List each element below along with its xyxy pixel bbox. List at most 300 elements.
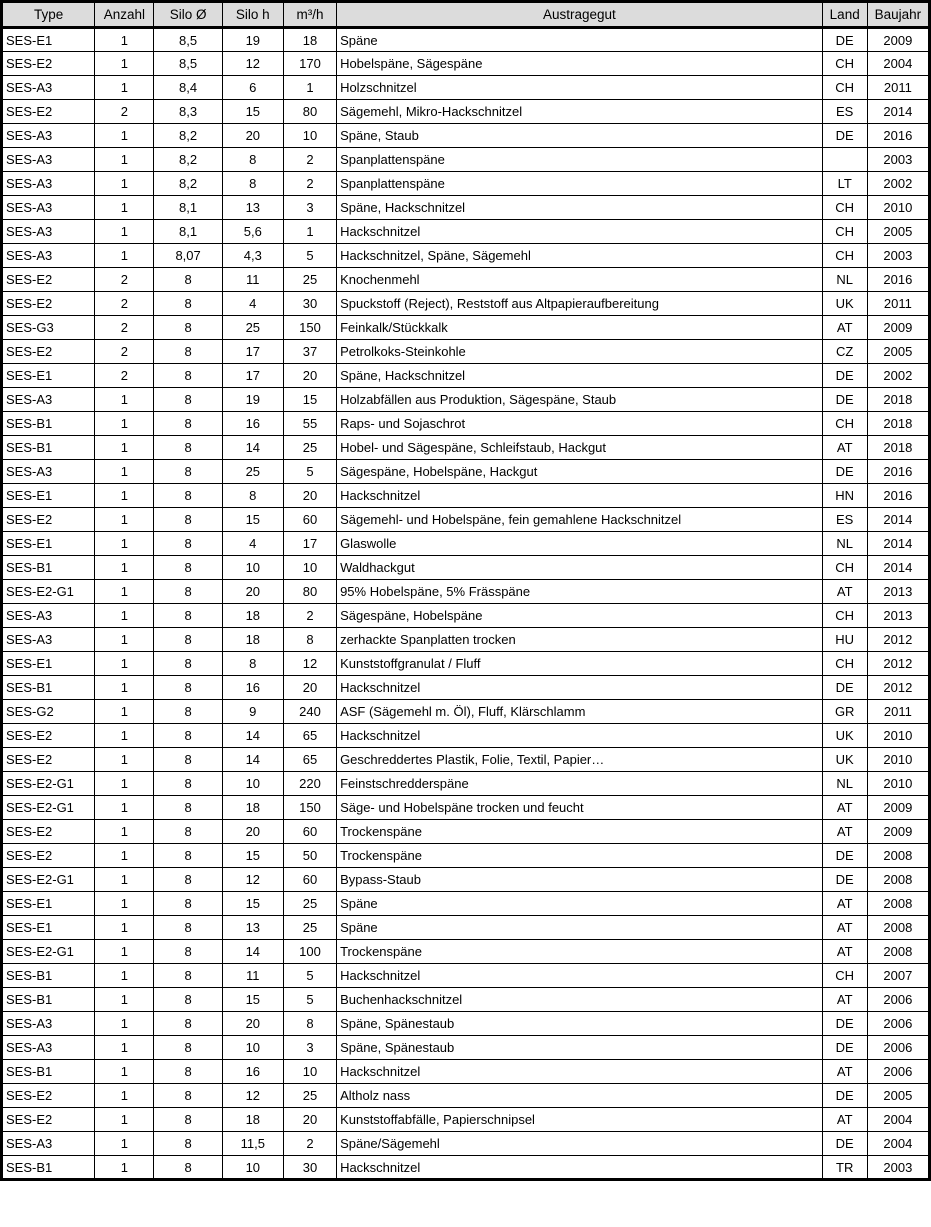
table-row xyxy=(2,28,930,52)
cell-baujahr: 2016 xyxy=(867,460,929,484)
cell-silo_h: 8 xyxy=(222,484,283,508)
cell-silo_h: 12 xyxy=(222,868,283,892)
cell-type: SES-E2 xyxy=(2,820,95,844)
cell-austragegut: Späne xyxy=(337,892,823,916)
cell-silo_h: 25 xyxy=(222,316,283,340)
cell-silo_h: 10 xyxy=(222,1036,283,1060)
table-row xyxy=(2,460,930,484)
cell-austragegut: Kunststoffgranulat / Fluff xyxy=(337,652,823,676)
cell-m3h: 18 xyxy=(283,28,336,52)
cell-type: SES-A3 xyxy=(2,76,95,100)
cell-anzahl: 1 xyxy=(95,172,154,196)
cell-baujahr: 2002 xyxy=(867,364,929,388)
cell-silo_h: 4,3 xyxy=(222,244,283,268)
cell-anzahl: 1 xyxy=(95,820,154,844)
cell-type: SES-A3 xyxy=(2,388,95,412)
table-row xyxy=(2,1084,930,1108)
table-row xyxy=(2,1036,930,1060)
header-cell-silo_h: Silo h xyxy=(222,2,283,28)
table-row xyxy=(2,796,930,820)
cell-silo_h: 18 xyxy=(222,604,283,628)
cell-land: DE xyxy=(822,364,867,388)
cell-silo_h: 10 xyxy=(222,556,283,580)
cell-austragegut: Sägemehl, Mikro-Hackschnitzel xyxy=(337,100,823,124)
cell-anzahl: 1 xyxy=(95,1012,154,1036)
cell-type: SES-E2-G1 xyxy=(2,868,95,892)
cell-m3h: 50 xyxy=(283,844,336,868)
cell-anzahl: 1 xyxy=(95,460,154,484)
cell-baujahr: 2003 xyxy=(867,1156,929,1180)
cell-m3h: 25 xyxy=(283,916,336,940)
cell-silo_d: 8 xyxy=(154,796,222,820)
cell-silo_d: 8 xyxy=(154,1012,222,1036)
cell-baujahr: 2016 xyxy=(867,124,929,148)
cell-austragegut: Bypass-Staub xyxy=(337,868,823,892)
cell-silo_h: 4 xyxy=(222,292,283,316)
cell-silo_h: 13 xyxy=(222,916,283,940)
cell-silo_d: 8 xyxy=(154,772,222,796)
cell-m3h: 100 xyxy=(283,940,336,964)
cell-m3h: 3 xyxy=(283,1036,336,1060)
cell-type: SES-E2 xyxy=(2,340,95,364)
cell-m3h: 2 xyxy=(283,172,336,196)
cell-silo_h: 15 xyxy=(222,844,283,868)
table-header xyxy=(2,2,930,28)
header-cell-type: Type xyxy=(2,2,95,28)
cell-silo_d: 8 xyxy=(154,868,222,892)
cell-baujahr: 2011 xyxy=(867,292,929,316)
cell-austragegut: 95% Hobelspäne, 5% Frässpäne xyxy=(337,580,823,604)
cell-silo_h: 10 xyxy=(222,1156,283,1180)
cell-silo_h: 16 xyxy=(222,676,283,700)
cell-type: SES-E2 xyxy=(2,1084,95,1108)
cell-m3h: 60 xyxy=(283,868,336,892)
cell-land: UK xyxy=(822,724,867,748)
cell-anzahl: 1 xyxy=(95,1036,154,1060)
cell-type: SES-E2 xyxy=(2,724,95,748)
table-row xyxy=(2,1132,930,1156)
cell-land: AT xyxy=(822,316,867,340)
cell-baujahr: 2010 xyxy=(867,748,929,772)
cell-silo_h: 15 xyxy=(222,892,283,916)
header-cell-baujahr: Baujahr xyxy=(867,2,929,28)
cell-silo_d: 8 xyxy=(154,412,222,436)
cell-austragegut: Spanplattenspäne xyxy=(337,148,823,172)
cell-anzahl: 1 xyxy=(95,796,154,820)
cell-baujahr: 2004 xyxy=(867,1132,929,1156)
cell-type: SES-E1 xyxy=(2,652,95,676)
cell-anzahl: 1 xyxy=(95,652,154,676)
cell-m3h: 80 xyxy=(283,100,336,124)
cell-silo_h: 14 xyxy=(222,940,283,964)
cell-anzahl: 2 xyxy=(95,364,154,388)
table-row xyxy=(2,652,930,676)
cell-land: DE xyxy=(822,1132,867,1156)
cell-austragegut: Hackschnitzel xyxy=(337,724,823,748)
cell-anzahl: 1 xyxy=(95,604,154,628)
cell-type: SES-B1 xyxy=(2,676,95,700)
table-row xyxy=(2,292,930,316)
cell-type: SES-B1 xyxy=(2,1156,95,1180)
cell-silo_h: 20 xyxy=(222,1012,283,1036)
table-row xyxy=(2,508,930,532)
cell-land: CH xyxy=(822,556,867,580)
table-row xyxy=(2,892,930,916)
cell-type: SES-B1 xyxy=(2,1060,95,1084)
cell-m3h: 20 xyxy=(283,1108,336,1132)
cell-baujahr: 2009 xyxy=(867,28,929,52)
cell-austragegut: Kunststoffabfälle, Papierschnipsel xyxy=(337,1108,823,1132)
cell-type: SES-E2 xyxy=(2,292,95,316)
cell-baujahr: 2008 xyxy=(867,844,929,868)
cell-land: GR xyxy=(822,700,867,724)
cell-anzahl: 1 xyxy=(95,1156,154,1180)
cell-land: AT xyxy=(822,916,867,940)
cell-silo_h: 14 xyxy=(222,436,283,460)
cell-baujahr: 2012 xyxy=(867,628,929,652)
cell-land: TR xyxy=(822,1156,867,1180)
cell-type: SES-E1 xyxy=(2,484,95,508)
cell-anzahl: 1 xyxy=(95,724,154,748)
cell-anzahl: 1 xyxy=(95,436,154,460)
cell-austragegut: Hackschnitzel xyxy=(337,676,823,700)
table-header-row xyxy=(2,2,930,28)
table-row xyxy=(2,844,930,868)
table-row xyxy=(2,556,930,580)
cell-m3h: 20 xyxy=(283,676,336,700)
cell-anzahl: 1 xyxy=(95,844,154,868)
cell-silo_d: 8 xyxy=(154,652,222,676)
cell-silo_d: 8,2 xyxy=(154,172,222,196)
cell-type: SES-A3 xyxy=(2,124,95,148)
cell-baujahr: 2009 xyxy=(867,316,929,340)
cell-type: SES-A3 xyxy=(2,148,95,172)
cell-baujahr: 2018 xyxy=(867,412,929,436)
cell-type: SES-G3 xyxy=(2,316,95,340)
table-row xyxy=(2,916,930,940)
table-row xyxy=(2,316,930,340)
cell-silo_d: 8 xyxy=(154,748,222,772)
cell-land: AT xyxy=(822,940,867,964)
table-row xyxy=(2,52,930,76)
cell-anzahl: 2 xyxy=(95,316,154,340)
cell-anzahl: 1 xyxy=(95,748,154,772)
cell-anzahl: 1 xyxy=(95,28,154,52)
cell-austragegut: Hackschnitzel xyxy=(337,1060,823,1084)
cell-m3h: 10 xyxy=(283,1060,336,1084)
table-row xyxy=(2,988,930,1012)
cell-silo_d: 8 xyxy=(154,916,222,940)
cell-baujahr: 2010 xyxy=(867,772,929,796)
cell-anzahl: 1 xyxy=(95,220,154,244)
cell-type: SES-E1 xyxy=(2,916,95,940)
cell-silo_d: 8 xyxy=(154,388,222,412)
cell-silo_d: 8,2 xyxy=(154,148,222,172)
cell-type: SES-A3 xyxy=(2,196,95,220)
cell-silo_h: 16 xyxy=(222,1060,283,1084)
cell-silo_d: 8,1 xyxy=(154,196,222,220)
cell-silo_h: 20 xyxy=(222,820,283,844)
cell-land: AT xyxy=(822,436,867,460)
cell-silo_d: 8 xyxy=(154,940,222,964)
cell-anzahl: 1 xyxy=(95,484,154,508)
cell-anzahl: 2 xyxy=(95,340,154,364)
cell-silo_h: 17 xyxy=(222,364,283,388)
cell-austragegut: Holzabfällen aus Produktion, Sägespäne, Staub xyxy=(337,388,823,412)
cell-baujahr: 2008 xyxy=(867,916,929,940)
cell-silo_d: 8 xyxy=(154,988,222,1012)
cell-anzahl: 1 xyxy=(95,940,154,964)
cell-austragegut: Späne, Spänestaub xyxy=(337,1012,823,1036)
cell-silo_h: 18 xyxy=(222,796,283,820)
table-row xyxy=(2,1156,930,1180)
cell-land: CH xyxy=(822,76,867,100)
cell-anzahl: 1 xyxy=(95,124,154,148)
cell-baujahr: 2014 xyxy=(867,508,929,532)
cell-silo_d: 8 xyxy=(154,1036,222,1060)
cell-type: SES-A3 xyxy=(2,220,95,244)
header-cell-m3h: m³/h xyxy=(283,2,336,28)
cell-type: SES-E2-G1 xyxy=(2,580,95,604)
cell-land: UK xyxy=(822,748,867,772)
table-row xyxy=(2,604,930,628)
cell-land: DE xyxy=(822,460,867,484)
cell-type: SES-E1 xyxy=(2,364,95,388)
cell-land: DE xyxy=(822,124,867,148)
cell-m3h: 55 xyxy=(283,412,336,436)
cell-austragegut: Buchenhackschnitzel xyxy=(337,988,823,1012)
cell-silo_d: 8 xyxy=(154,628,222,652)
cell-land: AT xyxy=(822,796,867,820)
cell-anzahl: 1 xyxy=(95,556,154,580)
cell-m3h: 30 xyxy=(283,1156,336,1180)
cell-baujahr: 2010 xyxy=(867,196,929,220)
cell-austragegut: Sägespäne, Hobelspäne, Hackgut xyxy=(337,460,823,484)
cell-austragegut: Geschreddertes Plastik, Folie, Textil, Papier… xyxy=(337,748,823,772)
cell-m3h: 25 xyxy=(283,268,336,292)
cell-austragegut: Späne, Staub xyxy=(337,124,823,148)
cell-austragegut: Späne, Hackschnitzel xyxy=(337,364,823,388)
cell-baujahr: 2008 xyxy=(867,868,929,892)
cell-land: DE xyxy=(822,1036,867,1060)
cell-m3h: 3 xyxy=(283,196,336,220)
cell-m3h: 80 xyxy=(283,580,336,604)
cell-silo_d: 8 xyxy=(154,364,222,388)
cell-silo_d: 8 xyxy=(154,580,222,604)
cell-type: SES-B1 xyxy=(2,556,95,580)
table-row xyxy=(2,628,930,652)
cell-type: SES-E2 xyxy=(2,748,95,772)
cell-silo_h: 6 xyxy=(222,76,283,100)
cell-land: DE xyxy=(822,1012,867,1036)
table-row xyxy=(2,532,930,556)
cell-silo_h: 5,6 xyxy=(222,220,283,244)
cell-austragegut: Hobelspäne, Sägespäne xyxy=(337,52,823,76)
cell-m3h: 1 xyxy=(283,220,336,244)
cell-m3h: 25 xyxy=(283,1084,336,1108)
cell-type: SES-E2-G1 xyxy=(2,796,95,820)
table-row xyxy=(2,1060,930,1084)
cell-land: AT xyxy=(822,820,867,844)
cell-silo_h: 18 xyxy=(222,1108,283,1132)
cell-silo_d: 8 xyxy=(154,892,222,916)
table-row xyxy=(2,1108,930,1132)
header-cell-silo_d: Silo Ø xyxy=(154,2,222,28)
cell-baujahr: 2014 xyxy=(867,556,929,580)
table-row xyxy=(2,148,930,172)
cell-silo_d: 8 xyxy=(154,604,222,628)
cell-austragegut: Spanplattenspäne xyxy=(337,172,823,196)
table-row xyxy=(2,580,930,604)
cell-baujahr: 2006 xyxy=(867,1012,929,1036)
cell-m3h: 1 xyxy=(283,76,336,100)
cell-land: CH xyxy=(822,220,867,244)
cell-m3h: 25 xyxy=(283,892,336,916)
table-row xyxy=(2,964,930,988)
cell-silo_d: 8 xyxy=(154,484,222,508)
cell-baujahr: 2018 xyxy=(867,436,929,460)
cell-land: CZ xyxy=(822,340,867,364)
cell-austragegut: Trockenspäne xyxy=(337,820,823,844)
cell-land: HN xyxy=(822,484,867,508)
cell-anzahl: 1 xyxy=(95,76,154,100)
cell-silo_h: 11 xyxy=(222,268,283,292)
cell-m3h: 65 xyxy=(283,748,336,772)
table-body xyxy=(2,28,930,1180)
cell-silo_d: 8,2 xyxy=(154,124,222,148)
cell-anzahl: 1 xyxy=(95,676,154,700)
cell-type: SES-E2 xyxy=(2,844,95,868)
cell-land: HU xyxy=(822,628,867,652)
cell-baujahr: 2014 xyxy=(867,532,929,556)
cell-austragegut: Späne/Sägemehl xyxy=(337,1132,823,1156)
cell-land: DE xyxy=(822,28,867,52)
cell-type: SES-E2-G1 xyxy=(2,772,95,796)
cell-silo_h: 20 xyxy=(222,124,283,148)
cell-m3h: 150 xyxy=(283,316,336,340)
cell-type: SES-B1 xyxy=(2,412,95,436)
table-row xyxy=(2,484,930,508)
cell-land: NL xyxy=(822,772,867,796)
cell-baujahr: 2007 xyxy=(867,964,929,988)
table-row xyxy=(2,196,930,220)
cell-land: CH xyxy=(822,244,867,268)
cell-baujahr: 2006 xyxy=(867,988,929,1012)
cell-land: ES xyxy=(822,508,867,532)
cell-baujahr: 2009 xyxy=(867,796,929,820)
cell-silo_d: 8 xyxy=(154,964,222,988)
cell-baujahr: 2003 xyxy=(867,244,929,268)
cell-land xyxy=(822,148,867,172)
header-cell-austragegut: Austragegut xyxy=(337,2,823,28)
cell-m3h: 60 xyxy=(283,508,336,532)
cell-silo_h: 10 xyxy=(222,772,283,796)
cell-type: SES-A3 xyxy=(2,244,95,268)
cell-silo_h: 25 xyxy=(222,460,283,484)
cell-silo_h: 14 xyxy=(222,748,283,772)
cell-m3h: 240 xyxy=(283,700,336,724)
cell-land: CH xyxy=(822,604,867,628)
cell-type: SES-E2-G1 xyxy=(2,940,95,964)
cell-anzahl: 1 xyxy=(95,388,154,412)
cell-baujahr: 2016 xyxy=(867,484,929,508)
cell-m3h: 20 xyxy=(283,364,336,388)
cell-silo_h: 8 xyxy=(222,652,283,676)
cell-austragegut: Sägemehl- und Hobelspäne, fein gemahlene Hackschnitzel xyxy=(337,508,823,532)
cell-land: UK xyxy=(822,292,867,316)
cell-austragegut: Holzschnitzel xyxy=(337,76,823,100)
table-row xyxy=(2,724,930,748)
table-row xyxy=(2,100,930,124)
cell-austragegut: Spuckstoff (Reject), Reststoff aus Altpapieraufbereitung xyxy=(337,292,823,316)
cell-austragegut: Sägespäne, Hobelspäne xyxy=(337,604,823,628)
cell-silo_d: 8 xyxy=(154,820,222,844)
cell-anzahl: 1 xyxy=(95,1060,154,1084)
cell-silo_h: 8 xyxy=(222,148,283,172)
cell-anzahl: 1 xyxy=(95,508,154,532)
cell-baujahr: 2005 xyxy=(867,1084,929,1108)
cell-anzahl: 1 xyxy=(95,244,154,268)
cell-anzahl: 1 xyxy=(95,628,154,652)
cell-austragegut: Feinkalk/Stückkalk xyxy=(337,316,823,340)
cell-silo_d: 8 xyxy=(154,556,222,580)
cell-austragegut: Hackschnitzel xyxy=(337,964,823,988)
cell-anzahl: 1 xyxy=(95,148,154,172)
cell-m3h: 5 xyxy=(283,460,336,484)
cell-baujahr: 2014 xyxy=(867,100,929,124)
table-row xyxy=(2,1012,930,1036)
cell-austragegut: Späne, Hackschnitzel xyxy=(337,196,823,220)
cell-baujahr: 2012 xyxy=(867,676,929,700)
cell-austragegut: Hobel- und Sägespäne, Schleifstaub, Hackgut xyxy=(337,436,823,460)
cell-land: NL xyxy=(822,532,867,556)
cell-land: CH xyxy=(822,964,867,988)
cell-anzahl: 1 xyxy=(95,772,154,796)
cell-land: LT xyxy=(822,172,867,196)
table-row xyxy=(2,76,930,100)
cell-anzahl: 1 xyxy=(95,412,154,436)
table-row xyxy=(2,868,930,892)
cell-anzahl: 1 xyxy=(95,916,154,940)
table-row xyxy=(2,220,930,244)
cell-type: SES-B1 xyxy=(2,988,95,1012)
cell-anzahl: 1 xyxy=(95,700,154,724)
cell-baujahr: 2013 xyxy=(867,604,929,628)
cell-silo_d: 8 xyxy=(154,532,222,556)
table-row xyxy=(2,268,930,292)
table-row xyxy=(2,820,930,844)
cell-silo_d: 8 xyxy=(154,316,222,340)
cell-type: SES-A3 xyxy=(2,460,95,484)
cell-anzahl: 2 xyxy=(95,268,154,292)
cell-silo_d: 8 xyxy=(154,268,222,292)
cell-m3h: 60 xyxy=(283,820,336,844)
cell-m3h: 25 xyxy=(283,436,336,460)
cell-land: CH xyxy=(822,196,867,220)
cell-silo_h: 20 xyxy=(222,580,283,604)
cell-anzahl: 1 xyxy=(95,868,154,892)
table-row xyxy=(2,388,930,412)
cell-silo_d: 8 xyxy=(154,460,222,484)
cell-anzahl: 1 xyxy=(95,892,154,916)
cell-anzahl: 1 xyxy=(95,580,154,604)
cell-land: DE xyxy=(822,844,867,868)
cell-type: SES-B1 xyxy=(2,964,95,988)
cell-land: CH xyxy=(822,52,867,76)
cell-baujahr: 2005 xyxy=(867,220,929,244)
cell-anzahl: 1 xyxy=(95,52,154,76)
cell-austragegut: Glaswolle xyxy=(337,532,823,556)
